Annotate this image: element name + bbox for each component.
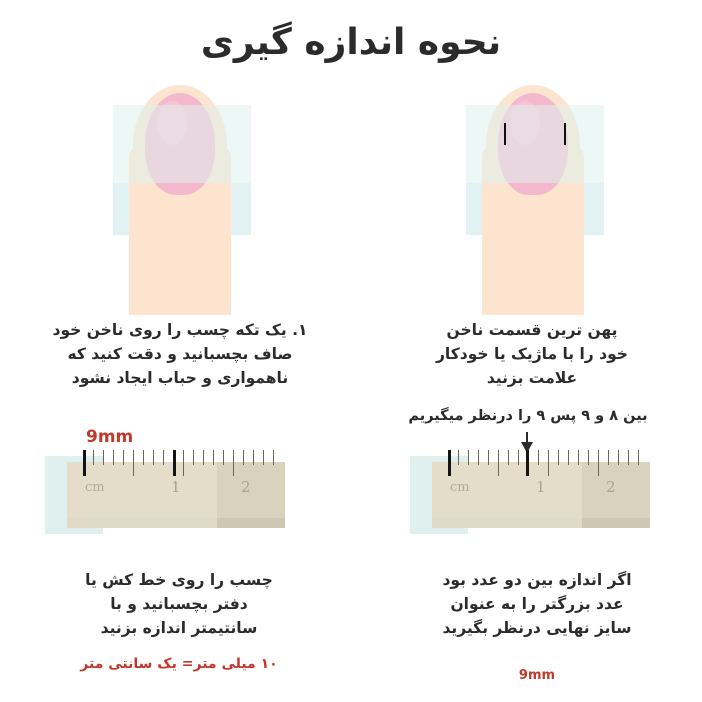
ruler-tick: [163, 450, 164, 465]
ruler-tick: [243, 450, 244, 465]
ruler-tick: [183, 450, 184, 476]
ruler-tick: [568, 450, 569, 465]
finger-illustration-step-2: [448, 85, 618, 315]
ruler-illustration-step-4: [410, 448, 650, 543]
ruler-tick: [213, 450, 214, 465]
ruler-number-1: 1: [171, 478, 181, 496]
ruler-tick: [223, 450, 224, 465]
ruler-number-2: 2: [606, 478, 616, 496]
ruler-tick: [133, 450, 134, 476]
ruler-tick: [143, 450, 144, 465]
ruler-tick: [548, 450, 549, 476]
step-1-caption-line-1: ۱. یک تکه چسب را روی ناخن خود: [52, 321, 308, 339]
nail-width-mark-left: [504, 123, 506, 145]
ruler-unit-label: cm: [450, 480, 470, 495]
step-3-measure-label: 9mm: [86, 427, 134, 447]
nail-mark-start: [448, 450, 451, 476]
tape-strip-overlay: [432, 462, 582, 528]
step-4-note: 9mm: [518, 668, 556, 683]
ruler-number-1: 1: [536, 478, 546, 496]
ruler-tick: [578, 450, 579, 465]
ruler-tick: [608, 450, 609, 465]
ruler-tick: [93, 450, 94, 465]
step-3-note: ۱۰ میلی متر= یک سانتی متر: [80, 656, 278, 672]
ruler-tick: [253, 450, 254, 465]
step-3-caption: [38, 568, 320, 640]
step-2-caption-line-1: پهن ترین قسمت ناخن: [446, 321, 618, 339]
step-4-top-note: بین ۸ و ۹ پس ۹ را درنظر میگیریم: [408, 408, 648, 424]
ruler-tick: [263, 450, 264, 465]
ruler-tick: [538, 450, 539, 465]
step-1-caption-line-2: صاف بچسبانید و دقت کنید که: [67, 345, 293, 364]
ruler-tick: [508, 450, 509, 465]
nail-mark-end: [526, 450, 529, 476]
tape-piece-upper: [113, 105, 251, 183]
ruler-tick: [103, 450, 104, 465]
step-3-caption-line-3: سانتیمتر اندازه بزنید: [100, 619, 258, 638]
ruler-number-2: 2: [241, 478, 251, 496]
ruler-tick: [628, 450, 629, 465]
ruler-tick: [488, 450, 489, 465]
ruler-tick: [558, 450, 559, 465]
ruler-tick: [458, 450, 459, 465]
step-2-caption: [392, 318, 672, 390]
step-4-caption-line-3: سایز نهایی درنظر بگیرید: [442, 619, 632, 638]
ruler-tick: [123, 450, 124, 465]
finger-illustration-step-1: [95, 85, 265, 315]
ruler-tick: [193, 450, 194, 465]
tape-strip-overlay: [67, 462, 217, 528]
ruler-tick: [153, 450, 154, 465]
step-3-caption-line-2: دفتر بچسبانید و با: [110, 595, 248, 614]
ruler-tick: [273, 450, 274, 465]
ruler-tick: [638, 450, 639, 465]
page-title: نحوه اندازه گیری: [200, 22, 502, 63]
step-2-caption-line-3: علامت بزنید: [486, 369, 578, 388]
ruler-tick: [478, 450, 479, 465]
ruler-tick: [518, 450, 519, 465]
ruler-tick: [468, 450, 469, 465]
step-4-caption-line-2: عدد بزرگتر را به عنوان: [450, 595, 624, 614]
ruler-tick: [598, 450, 599, 476]
nail-mark-start: [83, 450, 86, 476]
ruler-tick: [203, 450, 204, 465]
ruler-tick: [588, 450, 589, 465]
tape-piece-upper: [466, 105, 604, 183]
ruler-tick: [113, 450, 114, 465]
step-2-caption-line-2: خود را با ماژیک یا خودکار: [436, 345, 628, 364]
ruler-illustration-step-3: [45, 448, 285, 543]
ruler-tick: [618, 450, 619, 465]
ruler-tick: [498, 450, 499, 476]
step-1-caption: [40, 318, 320, 390]
ruler-tick: [233, 450, 234, 476]
step-4-caption-line-1: اگر اندازه بین دو عدد بود: [442, 571, 632, 589]
step-3-caption-line-1: چسب را روی خط کش یا: [85, 571, 273, 589]
step-4-caption: [392, 568, 682, 640]
nail-width-mark-right: [564, 123, 566, 145]
step-1-caption-line-3: ناهمواری و حباب ایجاد نشود: [71, 369, 289, 388]
ruler-unit-label: cm: [85, 480, 105, 495]
nail-mark-end: [173, 450, 176, 476]
